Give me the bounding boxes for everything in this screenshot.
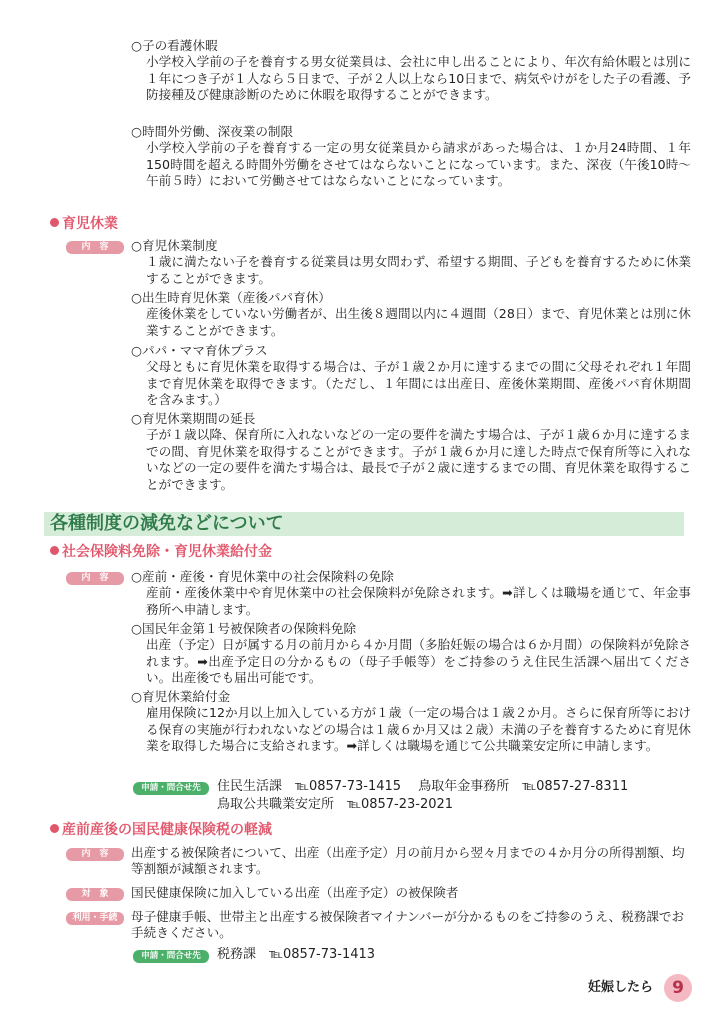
item-body: 母子健康手帳、世帯主と出産する被保険者マイナンバーが分かるものをご持参のうえ、税務課でお手続きください。 (131, 909, 685, 941)
footer-section-label: 妊娠したら (588, 980, 654, 995)
ikuji-seido (131, 238, 691, 287)
bullet-dot-icon (50, 218, 59, 227)
kokumin-nenkin-menjo (131, 621, 691, 687)
item-body: 小学校入学前の子を養育する男女従業員は、会社に申し出ることにより、年次有給休暇とは別に１年につき子が１人なら５日まで、子が２人以上なら10日まで、病気やけがをした子の看護、予防接種及び健康診断のために休暇を取得することができます。 (146, 54, 691, 103)
item-title: ○出生時育児休業（産後パパ育休） (131, 290, 331, 305)
contact-line: 住民生活課 ℡0857-73-1415 鳥取年金事務所 ℡0857-27-8311 (217, 779, 629, 794)
content-label: 内 容 (66, 572, 124, 585)
target-label: 対 象 (66, 888, 124, 901)
papa-ikukyu (131, 290, 691, 339)
content-label: 内 容 (66, 848, 124, 861)
item-body: 雇用保険に12か月以上加入している方が１歳（一定の場合は１歳２か月。さらに保育所等における保育の実施が行われないなどの場合は１歳６か月又は２歳）未満の子を養育するために育児休業を取得した場合に支給されます。➡詳しくは職場を通じて公共職業安定所に申請します。 (146, 705, 691, 754)
kokuho-taisho (131, 885, 691, 901)
section-shakai-title: 社会保険料免除・育児休業給付金 (50, 544, 272, 560)
section-kokuho-title: 産前産後の国民健康保険税の軽減 (50, 822, 272, 838)
shakai-menjo (131, 569, 691, 618)
kango-kyuka (131, 38, 691, 104)
item-body: 国民健康保険に加入している出産（出産予定）の被保険者 (131, 885, 459, 900)
item-body: 産前・産後休業中や育児休業中の社会保険料が免除されます。➡詳しくは職場を通じて、年金事務所へ申請します。 (146, 585, 691, 617)
item-body: 父母ともに育児休業を取得する場合は、子が１歳２か月に達するまでの間に父母それぞれ１年間まで育児休業を取得できます。（ただし、１年間には出産日、産後休業期間、産後パパ育休期間を含みます。） (146, 359, 691, 408)
item-title: ○育児休業期間の延長 (131, 411, 256, 426)
papa-mama-plus (131, 343, 691, 409)
item-title: ○子の看護休暇 (131, 38, 218, 53)
section-ikuji-title: 育児休業 (50, 216, 118, 232)
item-title: ○時間外労働、深夜業の制限 (131, 124, 294, 139)
ikuji-kyufukin (131, 689, 691, 755)
contact-label: 申請・問合せ先 (133, 782, 209, 795)
bullet-dot-icon (50, 546, 59, 555)
kyugyo-encho (131, 411, 691, 493)
kokuho-naiyo (131, 845, 691, 878)
content-label: 内 容 (66, 241, 124, 254)
item-body: １歳に満たない子を養育する従業員は男女問わず、希望する期間、子どもを養育するために休業することができます。 (146, 254, 691, 286)
item-title: ○国民年金第１号被保険者の保険料免除 (131, 621, 357, 636)
page-number: 9 (664, 974, 692, 1002)
bullet-dot-icon (50, 824, 59, 833)
item-body: 出産する被保険者について、出産（出産予定）月の前月から翌々月までの４か月分の所得割額、均等割額が減額されます。 (131, 845, 685, 877)
contact-label: 申請・問合せ先 (133, 950, 209, 963)
main-heading: 各種制度の減免などについて (44, 512, 684, 536)
contact-line: 税務課 ℡0857-73-1413 (217, 947, 376, 962)
item-body: 出産（予定）日が属する月の前月から４か月間（多胎妊娠の場合は６か月間）の保険料が免除されます。➡出産予定日の分かるもの（母子手帳等）をご持参のうえ住民生活課へ届出てください。出産後でも届出可能です。 (146, 637, 691, 686)
item-title: ○育児休業制度 (131, 238, 218, 253)
item-body: 小学校入学前の子を養育する一定の男女従業員から請求があった場合は、１か月24時間、１年150時間を超える時間外労働をさせてはならないことになっています。また、深夜（午後10時～午前５時）において労働させてはならないことになっています。 (146, 140, 691, 189)
contact-line: 鳥取公共職業安定所 ℡0857-23-2021 (217, 797, 454, 812)
procedure-label: 利用・手続 (66, 912, 124, 925)
item-title: ○産前・産後・育児休業中の社会保険料の免除 (131, 569, 394, 584)
kokuho-tetsuzuki (131, 909, 691, 942)
jikangai-seigen (131, 124, 691, 190)
item-body: 産後休業をしていない労働者が、出生後８週間以内に４週間（28日）まで、育児休業とは別に休業することができます。 (146, 306, 691, 338)
item-title: ○育児休業給付金 (131, 689, 231, 704)
item-body: 子が１歳以降、保育所に入れないなどの一定の要件を満たす場合は、子が１歳６か月に達するまでの間、育児休業を取得することができます。子が１歳６か月に達した時点で保育所等に入れないなどの一定の要件を満たす場合は、最長で子が２歳に達するまでの間、育児休業を取得することができます。 (146, 427, 691, 492)
item-title: ○パパ・ママ育休プラス (131, 343, 268, 358)
